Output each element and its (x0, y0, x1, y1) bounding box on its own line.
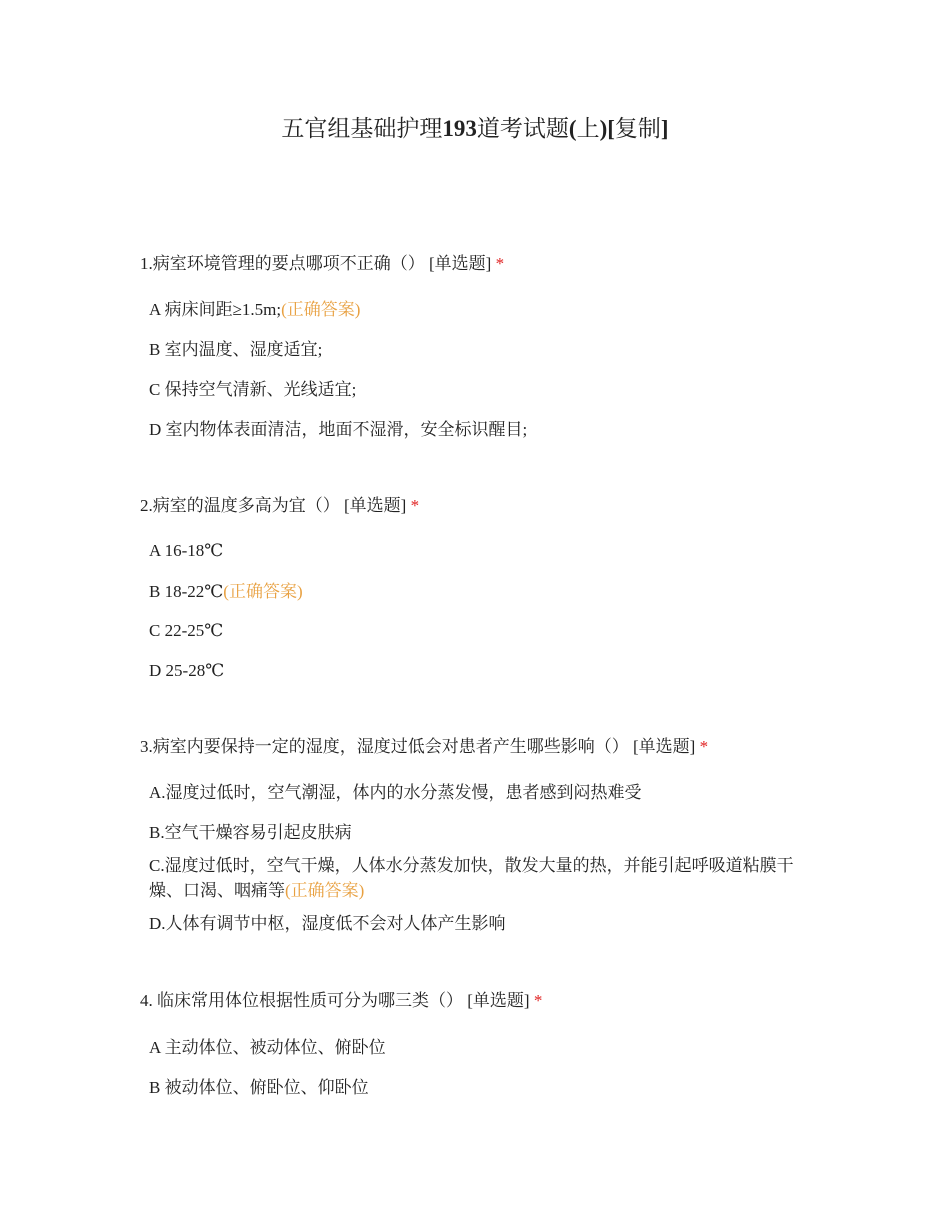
option-1a[interactable]: A 病床间距≥1.5m;(正确答案) (149, 300, 361, 319)
option-3a[interactable]: A.湿度过低时，空气潮湿，体内的水分蒸发慢，患者感到闷热难受 (149, 783, 642, 802)
option-1c[interactable]: C 保持空气清新、光线适宜; (149, 380, 357, 399)
title-part-2: 道考试题 (476, 116, 569, 141)
title-number: 193 (442, 116, 477, 141)
option-3c[interactable]: C.湿度过低时，空气干燥，人体水分蒸发加快，散发大量的热，并能引起呼吸道粘膜干燥、口渴、咽痛等(正确答案) (149, 856, 794, 900)
title-part-4: 上 (576, 116, 600, 141)
correct-answer-label: (正确答案) (285, 881, 365, 900)
option-3b[interactable]: B.空气干燥容易引起皮肤病 (149, 823, 352, 842)
title-copy: 复制 (614, 116, 661, 141)
option-2a[interactable]: A 16-18℃ (149, 541, 224, 560)
title-bracket-close: ] (660, 116, 669, 141)
question-3 (140, 735, 820, 759)
question-text: 4. 临床常用体位根据性质可分为哪三类（） [单选题] * (140, 991, 543, 1010)
title-bracket-open: )[ (599, 116, 615, 141)
question-text: 1.病室环境管理的要点哪项不正确（） [单选题] * (140, 254, 505, 273)
option-1d[interactable]: D 室内物体表面清洁，地面不湿滑，安全标识醒目; (149, 420, 528, 439)
page-title (0, 110, 950, 143)
required-mark: * (533, 991, 543, 1010)
correct-answer-label: (正确答案) (223, 582, 303, 601)
correct-answer-label: (正确答案) (281, 300, 361, 319)
title-part-1: 五官组基础护理 (281, 116, 443, 141)
title-paren-open: ( (568, 116, 577, 141)
option-3d[interactable]: D.人体有调节中枢，湿度低不会对人体产生影响 (149, 914, 506, 933)
question-2 (140, 494, 820, 518)
option-1b[interactable]: B 室内温度、湿度适宜; (149, 340, 323, 359)
option-2d[interactable]: D 25-28℃ (149, 661, 225, 680)
question-4 (140, 989, 820, 1013)
question-text: 2.病室的温度多高为宜（） [单选题] * (140, 496, 420, 515)
option-2b[interactable]: B 18-22℃(正确答案) (149, 582, 303, 601)
option-4a[interactable]: A 主动体位、被动体位、俯卧位 (149, 1038, 386, 1057)
question-1 (140, 252, 820, 276)
required-mark: * (699, 737, 709, 756)
option-4b[interactable]: B 被动体位、俯卧位、仰卧位 (149, 1078, 369, 1097)
required-mark: * (410, 496, 420, 515)
required-mark: * (495, 254, 505, 273)
option-2c[interactable]: C 22-25℃ (149, 621, 224, 640)
question-text: 3.病室内要保持一定的湿度，湿度过低会对患者产生哪些影响（） [单选题] * (140, 737, 709, 756)
